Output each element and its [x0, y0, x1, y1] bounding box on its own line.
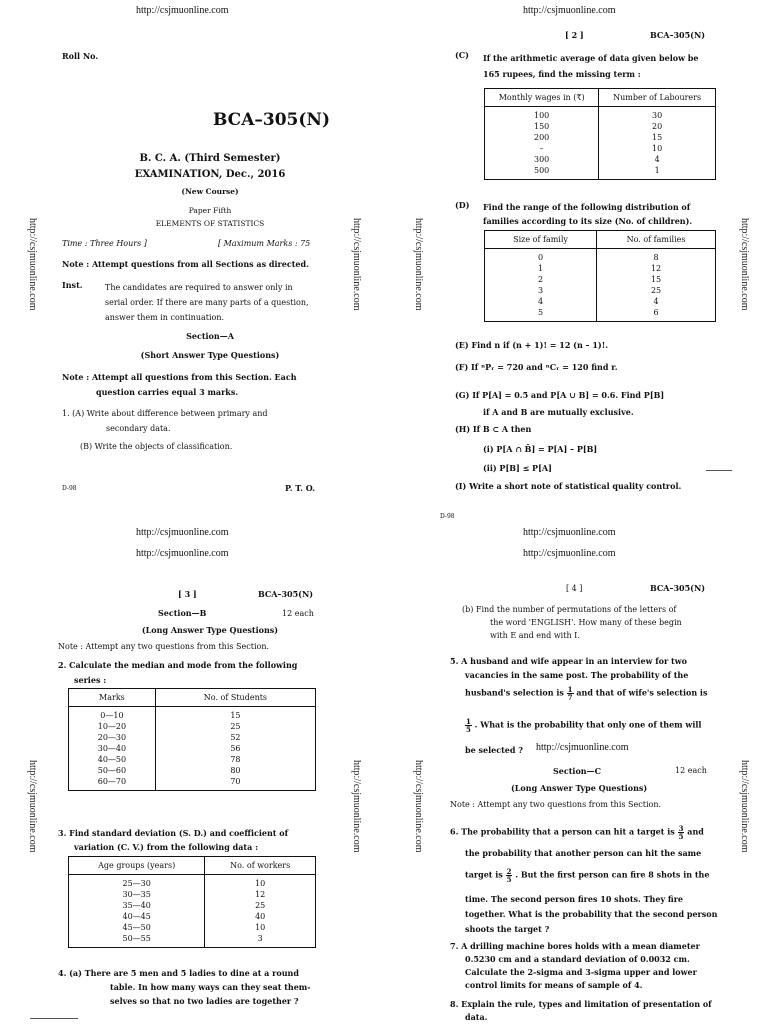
question-text: target is	[465, 869, 503, 880]
vertical-url: http://csjmuonline.com	[351, 760, 362, 853]
fraction	[506, 868, 513, 883]
question-6-line1	[450, 825, 704, 840]
question-7	[450, 940, 700, 992]
question-line: (G) If P[A] = 0.5 and P[A ∪ B] = 0.6. Find P[B]	[455, 390, 665, 400]
denominator: 5	[466, 725, 471, 734]
question-h-ii: (ii) P[B] ≤ P[A]	[483, 463, 552, 473]
table-row	[485, 285, 716, 296]
question-line: table. In how many ways can they seat them-	[110, 982, 311, 992]
question-line: with E and end with I.	[490, 631, 580, 640]
question-line: time. The second person fires 10 shots. They fire	[465, 894, 684, 904]
table-cell: 80	[155, 765, 315, 776]
table-cell: 20—30	[69, 732, 156, 743]
site-url: http://csjmuonline.com	[523, 527, 616, 538]
question-6-line2: the probability that another person can hit the same	[465, 848, 702, 858]
max-marks: [ Maximum Marks : 75	[218, 239, 311, 248]
question-f: (F) If ⁿPᵣ = 720 and ⁿCᵣ = 120 find r.	[455, 362, 618, 372]
table-header: No. of workers	[205, 857, 316, 875]
denominator: 5	[506, 875, 512, 884]
table-cell: 12	[597, 263, 716, 274]
age-groups-table	[68, 856, 316, 948]
table-cell: 10	[205, 875, 316, 890]
question-e: (E) Find n if (n + 1)! = 12 (n – 1)!.	[455, 340, 608, 350]
question-line: families according to its size (No. of children).	[483, 216, 693, 226]
table-cell: 4	[597, 296, 716, 307]
table-cell: 150	[485, 121, 599, 132]
table-cell: 500	[485, 165, 599, 180]
table-row	[69, 776, 316, 791]
denominator: 5	[678, 832, 684, 841]
table-cell: 50—55	[69, 933, 205, 948]
table-row	[485, 274, 716, 285]
table-cell: 6	[597, 307, 716, 322]
question-6-rest	[465, 892, 717, 937]
question-text: and	[687, 826, 704, 837]
table-cell: 25—30	[69, 875, 205, 890]
section-a-note	[62, 370, 297, 400]
table-row	[69, 900, 316, 911]
question-line: 3. Find standard deviation (S. D.) and coefficient of	[58, 828, 289, 838]
table-header: No. of families	[597, 231, 716, 249]
table-cell: 0—10	[69, 707, 156, 722]
table-cell: 35—40	[69, 900, 205, 911]
table-row	[485, 154, 716, 165]
table-cell: –	[485, 143, 599, 154]
table-row	[485, 263, 716, 274]
table-cell: 25	[597, 285, 716, 296]
question-g	[455, 384, 664, 418]
question-5	[450, 654, 688, 682]
exam-title: EXAMINATION, Dec., 2016	[134, 169, 286, 180]
question-line: 2. Calculate the median and mode from the following	[58, 660, 298, 670]
question-1b: (B) Write the objects of classification.	[80, 442, 233, 451]
question-text: . But the first person can fire 8 shots in the	[515, 869, 710, 880]
table-header: Monthly wages in (₹)	[485, 89, 599, 107]
question-line: 1. (A) Write about difference between primary and	[62, 409, 268, 418]
table-row	[69, 732, 316, 743]
question-line: data.	[465, 1012, 488, 1022]
section-b-subtitle: (Long Answer Type Questions)	[141, 625, 279, 635]
table-row	[69, 922, 316, 933]
marks-table	[68, 688, 316, 791]
question-line: secondary data.	[106, 424, 171, 433]
table-cell: 8	[597, 249, 716, 264]
vertical-url: http://csjmuonline.com	[413, 760, 424, 853]
vertical-url: http://csjmuonline.com	[351, 218, 362, 311]
question-line: vacancies in the same post. The probability of the	[465, 670, 689, 680]
question-line: If the arithmetic average of data given below be	[483, 53, 699, 63]
roll-no-label: Roll No.	[62, 51, 99, 61]
table-cell: 100	[485, 107, 599, 122]
fraction	[465, 718, 472, 733]
note-line: Note : Attempt all questions from this Section. Each	[62, 372, 297, 382]
vertical-url: http://csjmuonline.com	[739, 218, 750, 311]
question-label: (D)	[455, 200, 470, 210]
question-line: Calculate the 2-sigma and 3-sigma upper and lower	[465, 967, 697, 977]
site-url: http://csjmuonline.com	[136, 5, 229, 16]
question-c	[483, 50, 698, 82]
table-cell: 12	[205, 889, 316, 900]
page-number: [ 2 ]	[565, 30, 584, 40]
question-line: (b) Find the number of permutations of the letters of	[462, 605, 677, 614]
numerator: 1	[567, 685, 573, 694]
question-h-i: (i) P[A ∩ B̄] = P[A] – P[B]	[483, 444, 598, 454]
paper-code: BCA–305(N)	[213, 110, 331, 130]
note-line: question carries equal 3 marks.	[96, 387, 239, 397]
instructions	[105, 280, 309, 325]
question-h: (H) If B ⊂ A then	[455, 424, 532, 434]
scan-mark	[30, 1018, 78, 1019]
table-cell: 30—35	[69, 889, 205, 900]
fraction	[567, 686, 574, 701]
table-cell: 0	[485, 249, 597, 264]
page-number: [ 4 ]	[566, 584, 583, 593]
question-5-line4	[465, 718, 701, 733]
question-1a	[62, 406, 268, 436]
table-cell: 52	[155, 732, 315, 743]
pto-label: P. T. O.	[285, 483, 316, 493]
page-number: [ 3 ]	[178, 589, 197, 599]
question-line: variation (C. V.) from the following data :	[74, 842, 259, 852]
numerator: 2	[506, 867, 512, 876]
table-cell: 4	[485, 296, 597, 307]
question-text: 6. The probability that a person can hit a target is	[450, 826, 675, 837]
table-cell: 25	[155, 721, 315, 732]
vertical-url: http://csjmuonline.com	[27, 760, 38, 853]
section-a-subtitle: (Short Answer Type Questions)	[140, 350, 280, 360]
paper-code: BCA–305(N)	[650, 30, 706, 40]
question-line: 7. A drilling machine bores holds with a mean diameter	[450, 941, 700, 951]
table-cell: 15	[597, 274, 716, 285]
footer-code: D-98	[62, 485, 77, 492]
table-cell: 200	[485, 132, 599, 143]
question-line: 165 rupees, find the missing term :	[483, 69, 641, 79]
inst-label: Inst.	[62, 280, 83, 290]
question-line: if A and B are mutually exclusive.	[483, 407, 634, 417]
question-line: together. What is the probability that the second person	[465, 909, 718, 919]
question-8	[450, 998, 712, 1024]
question-text: and that of wife's selection is	[576, 687, 708, 698]
question-line: series :	[74, 675, 107, 685]
table-header: Marks	[69, 689, 156, 707]
question-5-line5: be selected ?	[465, 745, 523, 755]
denominator: 7	[567, 693, 573, 702]
table-row	[69, 875, 316, 890]
table-row	[69, 707, 316, 722]
question-line: Find the range of the following distribution of	[483, 202, 691, 212]
question-line: 5. A husband and wife appear in an interview for two	[450, 656, 687, 666]
table-cell: 15	[599, 132, 716, 143]
question-line: selves so that no two ladies are together ?	[110, 996, 299, 1006]
table-row	[69, 765, 316, 776]
question-i: (I) Write a short note of statistical quality control.	[455, 481, 682, 491]
table-row	[485, 307, 716, 322]
table-cell: 3	[205, 933, 316, 948]
question-3	[58, 826, 288, 854]
numerator: 1	[466, 717, 471, 726]
table-row	[69, 889, 316, 900]
table-cell: 70	[155, 776, 315, 791]
table-cell: 1	[599, 165, 716, 180]
table-cell: 56	[155, 743, 315, 754]
table-header: Size of family	[485, 231, 597, 249]
table-header: Age groups (years)	[69, 857, 205, 875]
wages-table	[484, 88, 716, 180]
table-cell: 50—60	[69, 765, 156, 776]
fraction	[678, 825, 685, 840]
time-info: Time : Three Hours ]	[62, 239, 147, 248]
paper-code: BCA–305(N)	[650, 583, 706, 593]
question-text: . What is the probability that only one of them will	[474, 719, 702, 730]
section-b-marks: 12 each	[282, 609, 314, 618]
table-row	[69, 743, 316, 754]
instruction-line: The candidates are required to answer only in	[105, 283, 293, 292]
site-url: http://csjmuonline.com	[136, 527, 229, 538]
table-cell: 300	[485, 154, 599, 165]
table-cell: 30	[599, 107, 716, 122]
vertical-url: http://csjmuonline.com	[739, 760, 750, 853]
table-cell: 60—70	[69, 776, 156, 791]
table-row	[69, 721, 316, 732]
vertical-url: http://csjmuonline.com	[413, 218, 424, 311]
table-row	[485, 143, 716, 154]
site-url: http://csjmuonline.com	[523, 548, 616, 559]
table-row	[485, 165, 716, 180]
vertical-url: http://csjmuonline.com	[27, 218, 38, 311]
question-line: the word 'ENGLISH'. How many of these begin	[490, 618, 682, 627]
instruction-line: serial order. If there are many parts of a question,	[105, 298, 309, 307]
subject-title: ELEMENTS OF STATISTICS	[155, 219, 265, 228]
paper-code: BCA–305(N)	[258, 589, 314, 599]
table-cell: 3	[485, 285, 597, 296]
table-cell: 20	[599, 121, 716, 132]
table-row	[69, 911, 316, 922]
table-header: No. of Students	[155, 689, 315, 707]
question-line: 8. Explain the rule, types and limitation of presentation of	[450, 999, 712, 1009]
table-row	[69, 754, 316, 765]
table-cell: 15	[155, 707, 315, 722]
question-5-line3	[465, 686, 707, 701]
table-cell: 2	[485, 274, 597, 285]
question-4a	[58, 966, 311, 1008]
table-row	[69, 933, 316, 948]
course-title: B. C. A. (Third Semester)	[139, 153, 281, 164]
question-line: 0.5230 cm and a standard deviation of 0.0032 cm.	[465, 954, 690, 964]
table-cell: 40—45	[69, 911, 205, 922]
footer-code: D-98	[440, 513, 455, 520]
question-d	[483, 200, 692, 228]
families-table	[484, 230, 716, 322]
site-url: http://csjmuonline.com	[523, 5, 616, 16]
section-c-subtitle: (Long Answer Type Questions)	[511, 783, 648, 793]
table-row	[485, 107, 716, 122]
paper-number: Paper Fifth	[188, 206, 232, 215]
question-text: husband's selection is	[465, 687, 564, 698]
question-2	[58, 658, 297, 688]
numerator: 3	[678, 824, 684, 833]
table-row	[485, 132, 716, 143]
question-label: (C)	[455, 50, 469, 60]
table-row	[485, 121, 716, 132]
table-cell: 78	[155, 754, 315, 765]
course-type: (New Course)	[181, 187, 239, 196]
section-c-title: Section—C	[553, 766, 601, 776]
table-cell: 1	[485, 263, 597, 274]
instruction-line: answer them in continuation.	[105, 313, 225, 322]
table-cell: 5	[485, 307, 597, 322]
table-row	[485, 296, 716, 307]
site-url: http://csjmuonline.com	[136, 548, 229, 559]
table-cell: 40	[205, 911, 316, 922]
table-cell: 10—20	[69, 721, 156, 732]
section-c-marks: 12 each	[675, 766, 707, 775]
question-6-line3	[465, 868, 709, 883]
site-url: http://csjmuonline.com	[536, 742, 629, 753]
question-line: 4. (a) There are 5 men and 5 ladies to dine at a round	[58, 968, 299, 978]
note: Note : Attempt questions from all Sections as directed.	[62, 259, 309, 269]
table-header: Number of Labourers	[599, 89, 716, 107]
question-line: control limits for means of sample of 4.	[465, 980, 643, 990]
table-cell: 25	[205, 900, 316, 911]
section-b-title: Section—B	[158, 608, 207, 618]
table-cell: 10	[205, 922, 316, 933]
scan-mark	[706, 470, 732, 471]
section-a-title: Section—A	[186, 331, 234, 341]
section-b-note: Note : Attempt any two questions from this Section.	[58, 642, 270, 651]
question-4b	[462, 603, 682, 642]
table-cell: 45—50	[69, 922, 205, 933]
section-c-note: Note : Attempt any two questions from this Section.	[450, 800, 662, 809]
table-cell: 40—50	[69, 754, 156, 765]
table-cell: 10	[599, 143, 716, 154]
table-cell: 30—40	[69, 743, 156, 754]
question-line: shoots the target ?	[465, 924, 550, 934]
table-cell: 4	[599, 154, 716, 165]
table-row	[485, 249, 716, 264]
